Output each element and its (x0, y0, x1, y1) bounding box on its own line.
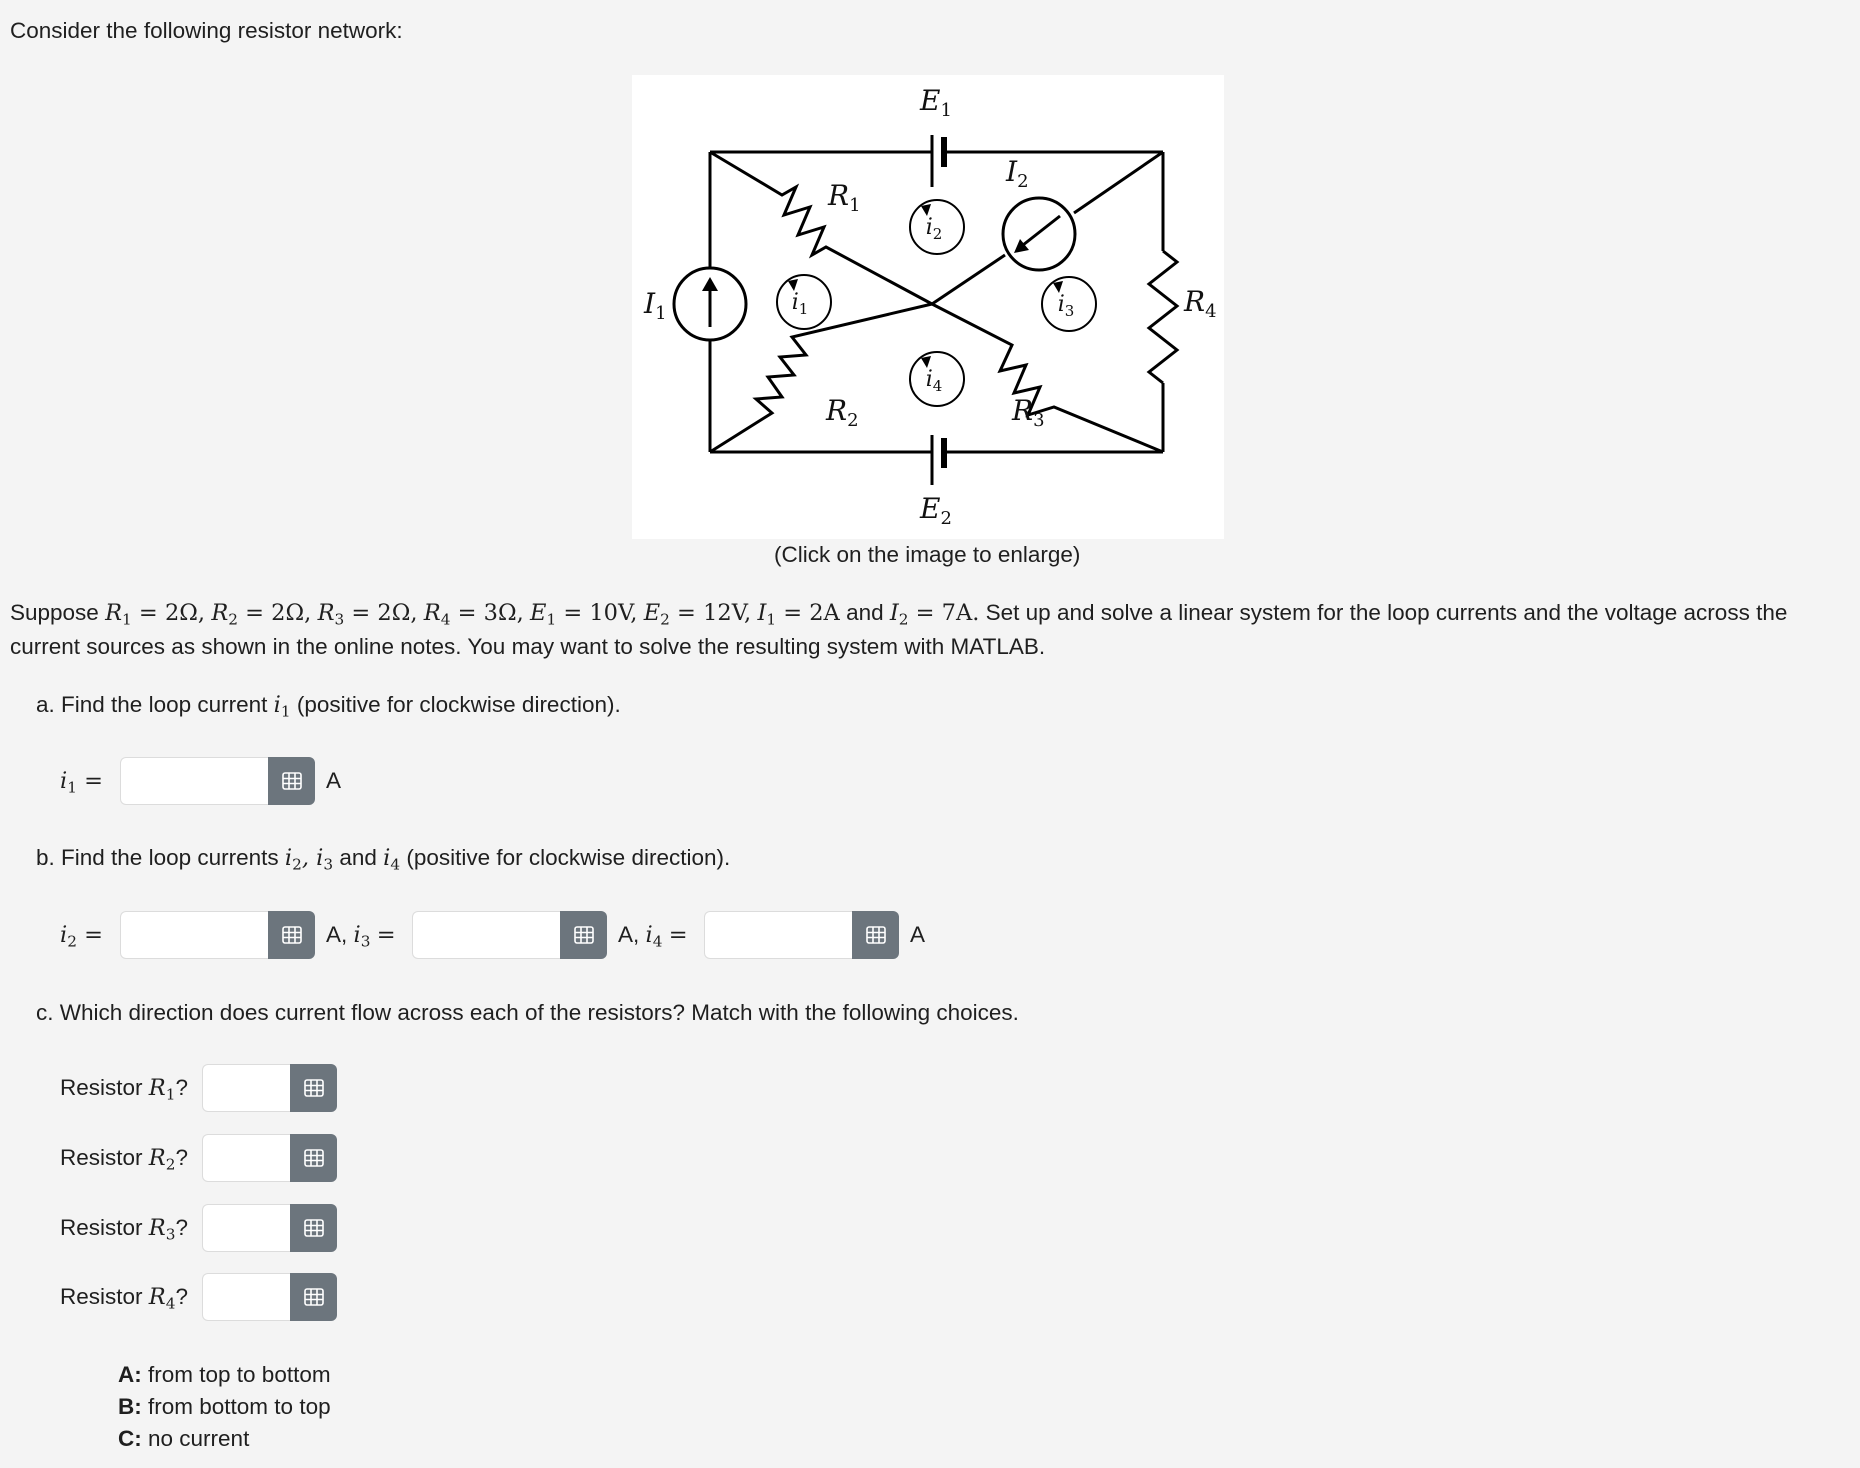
i1-label: $i_1$ = (60, 768, 103, 797)
label-i2: $i_2$ (925, 215, 943, 243)
choice-A: A: from top to bottom (118, 1362, 331, 1387)
label-R4: $R_4$ (1184, 285, 1217, 322)
label-R1: $R_1$ (828, 179, 861, 216)
grid-icon (282, 772, 302, 790)
label-i4: $i_4$ (925, 367, 943, 395)
given-I2: $I_2 = 7A$. (889, 600, 980, 629)
part-a-prompt: a. Find the loop current $i_1$ (positive for clockwise direction). (36, 692, 621, 721)
resistor-R2-grid-button[interactable] (290, 1134, 337, 1182)
resistor-R2 (710, 304, 932, 452)
part-a-var: $i_1$ (273, 692, 291, 721)
resistor-R3-grid-button[interactable] (290, 1204, 337, 1252)
resistor-R3-label: Resistor $R_3$? (60, 1215, 188, 1244)
resistor-R1-input[interactable] (202, 1064, 290, 1112)
label-E1: $E_1$ (920, 84, 952, 121)
i4-unit: A (910, 922, 926, 947)
resistor-R4-input[interactable] (202, 1273, 290, 1321)
label-R3: $R_3$ (1012, 394, 1045, 431)
choice-C: C: no current (118, 1426, 250, 1451)
i1-input[interactable] (120, 757, 268, 805)
grid-icon (574, 926, 594, 944)
i4-grid-button[interactable] (852, 911, 899, 959)
resistor-R2-input[interactable] (202, 1134, 290, 1182)
given-R3: $R_3 = 2\Omega$, (317, 600, 418, 629)
i1-grid-button[interactable] (268, 757, 315, 805)
i2-input[interactable] (120, 911, 268, 959)
grid-icon (304, 1079, 324, 1097)
resistor-R3 (932, 304, 1163, 452)
i4-label: A, $i_4$ = (618, 922, 688, 951)
resistor-R4-label: Resistor $R_4$? (60, 1284, 188, 1313)
grid-icon (282, 926, 302, 944)
grid-icon (866, 926, 886, 944)
grid-icon (304, 1288, 324, 1306)
choice-B: B: from bottom to top (118, 1394, 331, 1419)
resistor-R4 (1149, 251, 1177, 383)
given-I1: $I_1 = 2A$ (757, 600, 840, 629)
resistor-R4-grid-button[interactable] (290, 1273, 337, 1321)
i3-grid-button[interactable] (560, 911, 607, 959)
resistor-R1-label: Resistor $R_1$? (60, 1075, 188, 1104)
i1-unit: A (326, 768, 342, 793)
label-i1: $i_1$ (791, 290, 809, 318)
label-I2: $I_2$ (1006, 155, 1029, 192)
i3-label: A, $i_3$ = (326, 922, 396, 951)
part-b-prompt: b. Find the loop currents $i_2$, $i_3$ and $i_4$ (positive for clockwise direction). (36, 845, 731, 874)
part-c-prompt: c. Which direction does current flow across each of the resistors? Match with the following choices. (36, 1000, 1019, 1025)
given-R2: $R_2 = 2\Omega$, (211, 600, 312, 629)
figure-caption: (Click on the image to enlarge) (774, 542, 1081, 567)
given-E1: $E_1 = 10V$, (530, 600, 638, 629)
label-i3: $i_3$ (1057, 292, 1075, 320)
circuit-figure[interactable] (632, 75, 1224, 539)
problem-line-1: Suppose $R_1 = 2\Omega$, $R_2 = 2\Omega$, $R_3 = 2\Omega$, $R_4 = 3\Omega$, $E_1 = 10V$, $E_2 = 12V$, $I_1 = 2A$ and $I_2 = 7A$. Set up and solve a linear system for the loop currents and the voltage across the (10, 600, 1788, 629)
intro-text: Consider the following resistor network: (10, 18, 403, 43)
resistor-R3-input[interactable] (202, 1204, 290, 1252)
i2-label: $i_2$ = (60, 922, 103, 951)
label-E2: $E_2$ (920, 492, 952, 529)
part-b-vars: $i_2$, $i_3$ (284, 845, 334, 874)
label-R2: $R_2$ (826, 394, 859, 431)
given-E2: $E_2 = 12V$, (643, 600, 752, 629)
grid-icon (304, 1149, 324, 1167)
given-R4: $R_4 = 3\Omega$, (423, 600, 524, 629)
resistor-R2-label: Resistor $R_2$? (60, 1145, 188, 1174)
grid-icon (304, 1219, 324, 1237)
problem-line-2: current sources as shown in the online notes. You may want to solve the resulting system with MATLAB. (10, 634, 1046, 659)
i3-input[interactable] (412, 911, 560, 959)
label-I1: $I_1$ (644, 287, 667, 324)
i2-grid-button[interactable] (268, 911, 315, 959)
given-R1: $R_1 = 2\Omega$, (105, 600, 206, 629)
circuit-diagram (632, 75, 1224, 539)
i4-input[interactable] (704, 911, 852, 959)
resistor-R1-grid-button[interactable] (290, 1064, 337, 1112)
